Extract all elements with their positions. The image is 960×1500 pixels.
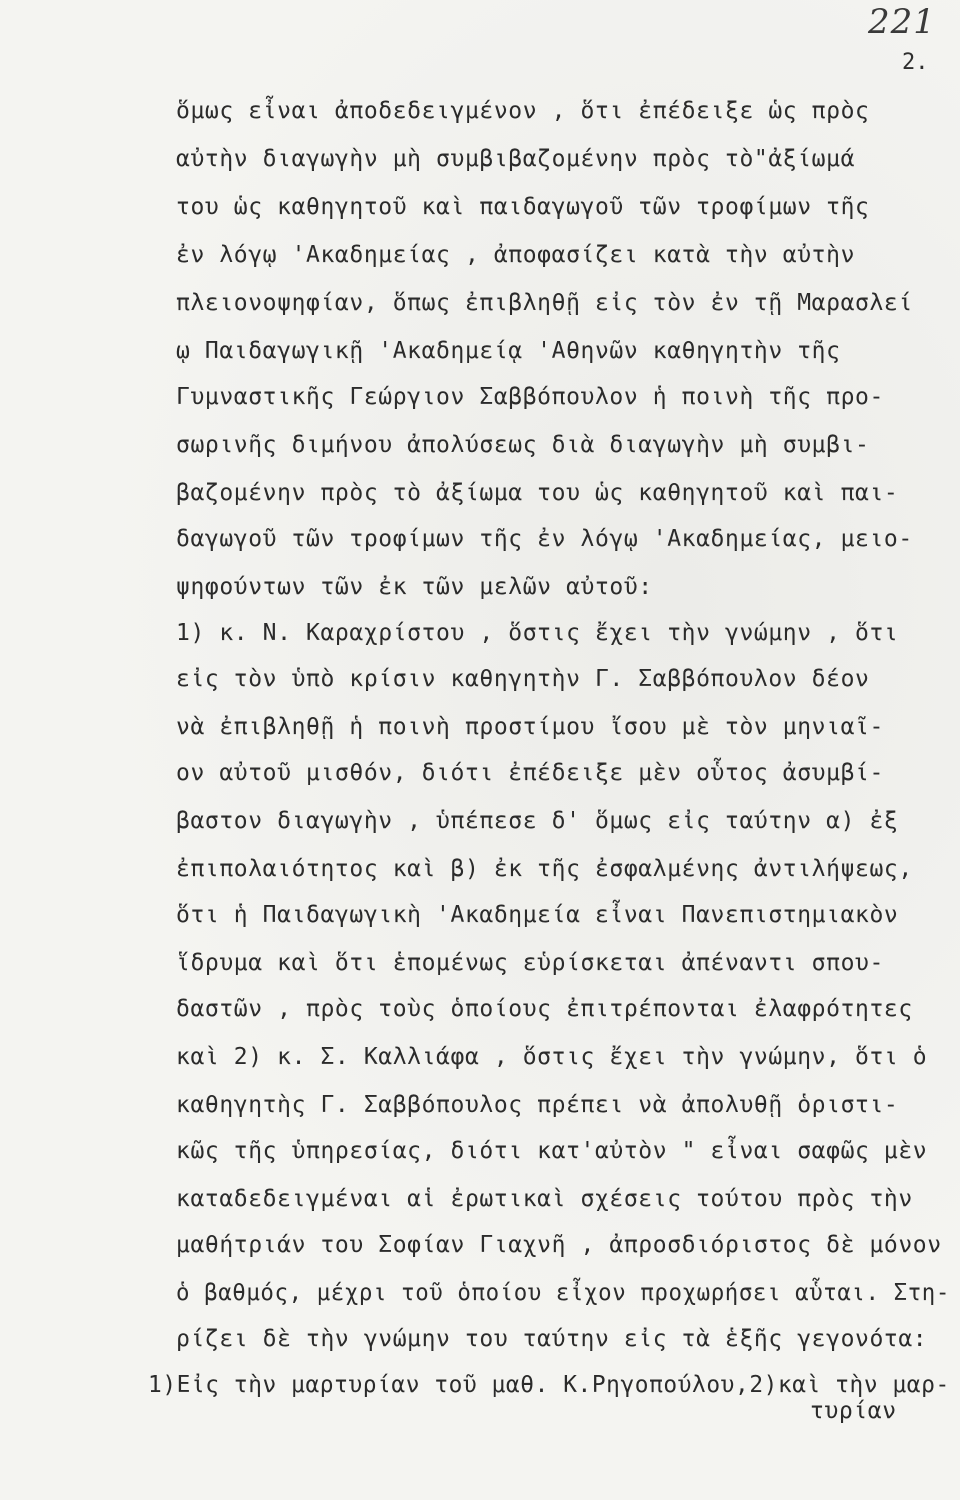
text-line: δαστῶν , πρὸς τοὺς ὁποίους ἐπιτρέπονται ἐλαφρότητες: [176, 996, 913, 1022]
text-line: κῶς τῆς ὑπηρεσίας, διότι κατ'αὐτὸν " εἶναι σαφῶς μὲν: [176, 1138, 928, 1164]
text-line: ἐν λόγῳ 'Ακαδημείας , ἀποφασίζει κατὰ τὴν αὐτὴν: [176, 242, 856, 268]
text-line: του ὡς καθηγητοῦ καὶ παιδαγωγοῦ τῶν τροφίμων τῆς: [176, 194, 870, 220]
text-line: βαζομένην πρὸς τὸ ἀξίωμα του ὡς καθηγητοῦ καὶ παι-: [176, 480, 899, 506]
text-line: πλειονοψηφίαν, ὅπως ἐπιβληθῇ εἰς τὸν ἐν τῇ Μαρασλεί: [176, 290, 913, 316]
text-line: νὰ ἐπιβληθῇ ἡ ποινὴ προστίμου ἴσου μὲ τὸν μηνιαῖ-: [176, 714, 884, 740]
text-line: μαθήτριάν του Σοφίαν Γιαχνῆ , ἀπροσδιόριστος δὲ μόνον: [176, 1232, 942, 1258]
page-number: 2.: [902, 50, 929, 75]
text-line: σωρινῆς διμήνου ἀπολύσεως διὰ διαγωγὴν μὴ συμβι-: [176, 432, 870, 458]
text-line: Γυμναστικῆς Γεώργιον Σαββόπουλον ἡ ποινὴ τῆς προ-: [176, 384, 884, 410]
text-line: ρίζει δὲ τὴν γνώμην του ταύτην εἰς τὰ ἑξῆς γεγονότα:: [176, 1326, 928, 1352]
text-line: ον αὐτοῦ μισθόν, διότι ἐπέδειξε μὲν οὗτος ἀσυμβί-: [176, 760, 884, 786]
handwritten-page-number: 221: [868, 2, 936, 42]
text-line: ὅτι ἡ Παιδαγωγικὴ 'Ακαδημεία εἶναι Πανεπιστημιακὸν: [176, 902, 899, 928]
text-line: 1)Εἰς τὴν μαρτυρίαν τοῦ μαθ. Κ.Ρηγοπούλου,2)καὶ τὴν μαρ-: [148, 1372, 950, 1398]
text-line: ὁ βαθμός, μέχρι τοῦ ὁποίου εἶχον προχωρήσει αὗται. Στη-: [176, 1280, 950, 1306]
text-line: εἰς τὸν ὑπὸ κρίσιν καθηγητὴν Γ. Σαββόπουλον δέον: [176, 666, 870, 692]
text-line: ἐπιπολαιότητος καὶ β) ἐκ τῆς ἐσφαλμένης ἀντιλήψεως,: [176, 856, 913, 882]
text-line: καθηγητὴς Γ. Σαββόπουλος πρέπει νὰ ἀπολυθῇ ὁριστι-: [176, 1092, 899, 1118]
text-line: καταδεδειγμέναι αἱ ἐρωτικαὶ σχέσεις τούτου πρὸς τὴν: [176, 1186, 913, 1212]
text-line: βαστον διαγωγὴν , ὑπέπεσε δ' ὅμως εἰς ταύτην α) ἐξ: [176, 808, 899, 834]
text-line: δαγωγοῦ τῶν τροφίμων τῆς ἐν λόγῳ 'Ακαδημείας, μειο-: [176, 526, 913, 552]
text-line: ῳ Παιδαγωγικῇ 'Ακαδημείᾳ 'Αθηνῶν καθηγητὴν τῆς: [176, 338, 841, 364]
text-line: τυρίαν: [810, 1398, 897, 1424]
text-line: ἵδρυμα καὶ ὅτι ἑπομένως εὑρίσκεται ἀπέναντι σπου-: [176, 950, 884, 976]
text-line: αὐτὴν διαγωγὴν μὴ συμβιβαζομένην πρὸς τὸ"ἀξίωμά: [176, 146, 856, 172]
text-line: 1) κ. Ν. Καραχρίστου , ὅστις ἔχει τὴν γνώμην , ὅτι: [176, 620, 899, 646]
text-line: ὅμως εἶναι ἀποδεδειγμένον , ὅτι ἐπέδειξε ὡς πρὸς: [176, 98, 870, 124]
text-line: ψηφούντων τῶν ἐκ τῶν μελῶν αὐτοῦ:: [176, 574, 653, 600]
text-line: καὶ 2) κ. Σ. Καλλιάφα , ὅστις ἔχει τὴν γνώμην, ὅτι ὁ: [176, 1044, 928, 1070]
